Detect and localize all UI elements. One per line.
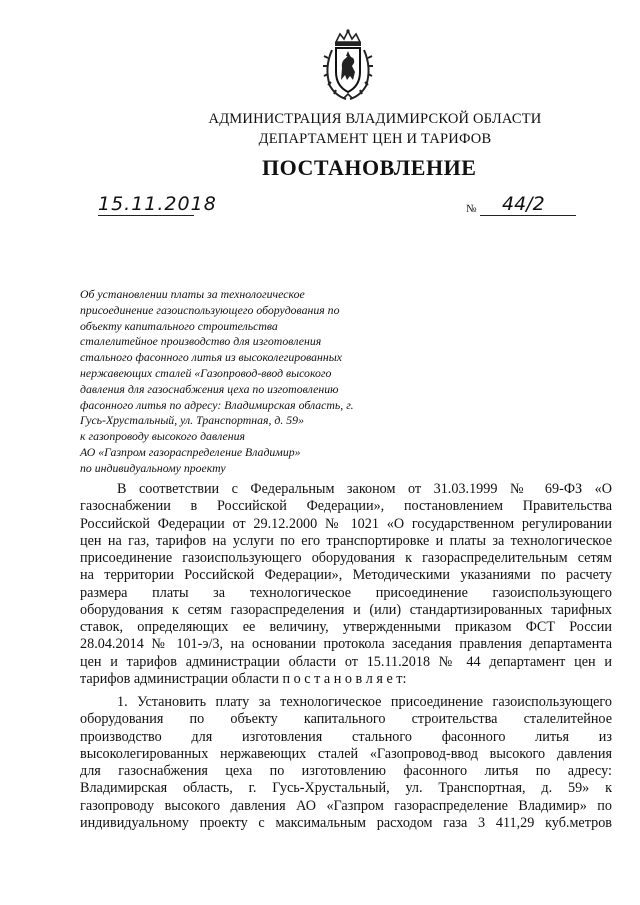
subject-line: сталелитейное производство для изготовления [80, 334, 322, 349]
subject-line: нержавеющих сталей «Газопровод-ввод высокого [80, 365, 332, 380]
organization-name: АДМИНИСТРАЦИЯ ВЛАДИМИРСКОЙ ОБЛАСТИ [208, 111, 542, 127]
body-line: размера платы за технологическое присоединение газоиспользующего [80, 584, 612, 601]
subject-line: давления для газоснабжения цеха по изготовлению [80, 381, 339, 396]
subject-line: Гусь-Хрустальный, ул. Транспортная, д. 59» [80, 413, 304, 428]
body-line: газоснабжении в Российской Федерации», постановлением Правительства [80, 498, 612, 515]
subject-line: стального фасонного литья из высоколегированных [80, 350, 342, 365]
body-line: присоединение газоиспользующего оборудования к газораспределительным сетям [80, 550, 612, 566]
body-line: тарифов администрации области п о с т а н о в л я е т: [80, 670, 407, 687]
subject-line: Об установлении платы за технологическое [80, 287, 305, 301]
clause-1-line: оборудования по объекту капитального строительства сталелитейное [80, 711, 612, 728]
subject-line: АО «Газпром газораспределение Владимир» [80, 444, 301, 459]
document-type-title: ПОСТАНОВЛЕНИЕ [262, 155, 477, 180]
body-line: на территории Российской Федерации», Методическими указаниями по расчету [80, 567, 612, 584]
clause-1-line: для газоснабжения цеха по изготовлению фасонного литья по адресу: [80, 763, 612, 779]
document-date: 15.11.2018 [98, 193, 217, 215]
body-line: цен на газ, тарифов на услуги по его транспортировке и платы за технологическое [80, 532, 612, 549]
document-subject [80, 287, 380, 477]
document-number: 44/2 [480, 193, 576, 216]
clause-1-line: индивидуальному проекту с максимальным расходом газа 3 411,29 куб.метров [80, 814, 612, 831]
body-line: оборудования к сетям газораспределения и (или) стандартизированных тарифных [80, 601, 612, 618]
subject-line: к газопроводу высокого давления [80, 429, 245, 444]
body-line: 28.04.2014 № 101-э/3, на основании протокола заседания правления департамента [80, 636, 612, 653]
department-name: ДЕПАРТАМЕНТ ЦЕН И ТАРИФОВ [258, 131, 492, 147]
body-line: ставок, определяющих ее величину, утвержденными приказом ФСТ России [80, 619, 612, 635]
vladimir-coat-of-arms-icon [322, 28, 374, 102]
document-number-label: № [466, 203, 477, 215]
body-line: цен и тарифов администрации области от 15.11.2018 № 44 департамент цен и [80, 653, 612, 670]
clause-1-line: производство для изготовления стального фасонного литья из [80, 728, 612, 745]
document-body [80, 481, 612, 832]
clause-1-line: 1. Установить плату за технологическое присоединение газоиспользующего [117, 694, 612, 710]
subject-line: объекту капитального строительства [80, 318, 278, 333]
clause-1-line: высоколегированных нержавеющих сталей «Газопровод-ввод высокого давления [80, 745, 612, 762]
subject-line: присоединение газоиспользующего оборудования по [80, 302, 340, 317]
subject-line: по индивидуальному проекту [80, 460, 226, 475]
body-line: Российской Федерации от 29.12.2000 № 1021 «О государственном регулировании [80, 515, 612, 532]
body-line: В соответствии с Федеральным законом от 31.03.1999 № 69-ФЗ «О [117, 481, 612, 497]
subject-line: фасонного литья по адресу: Владимирская область, г. [80, 397, 354, 412]
clause-1-line: Владимирская область, г. Гусь-Хрустальный, ул. Транспортная, д. 59» к [80, 780, 612, 797]
clause-1-line: газопроводу высокого давления АО «Газпром газораспределение Владимир» по [80, 797, 612, 814]
